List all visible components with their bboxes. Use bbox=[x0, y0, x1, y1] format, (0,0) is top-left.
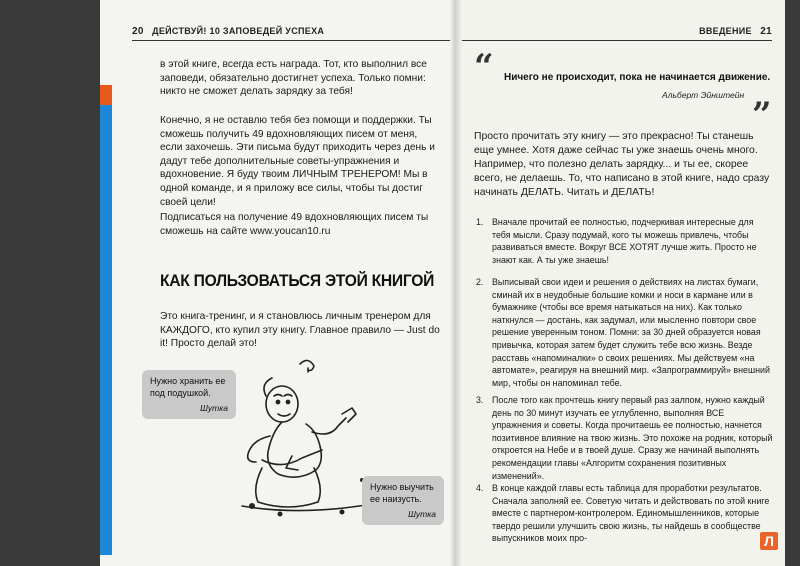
right-header-rule bbox=[462, 40, 772, 41]
list-item-number: 1. bbox=[476, 217, 484, 227]
list-item bbox=[476, 394, 774, 481]
right-running-title: ВВЕДЕНИЕ bbox=[699, 26, 752, 36]
left-page bbox=[112, 18, 450, 566]
page-edge-tab bbox=[100, 85, 112, 555]
joke-bubble-2-signature: Шутка bbox=[408, 509, 436, 519]
left-paragraph-1: в этой книге, всегда есть награда. Тот, кто выполнил все заповеди, обязательно достигнет успеха. Только помни: никто не сможет делать зарядку за тебя! bbox=[160, 59, 427, 98]
list-item-number: 2. bbox=[476, 277, 484, 287]
closing-quote-mark: ” bbox=[752, 95, 772, 135]
joke-bubble-2 bbox=[362, 476, 444, 525]
left-paragraph-2: Конечно, я не оставлю тебя без помощи и поддержки. Ты сможешь получить 49 вдохновляющих писем от меня, если захочешь. Эти письма будут приходить через день и дадут тебе дополнительные советы-упражнения и вдохновение. Я буду твоим ЛИЧНЫМ ТРЕНЕРОМ! Мы в одной команде, и я приложу все силы, чтобы ты достиг своей цели! bbox=[160, 115, 435, 208]
left-running-head bbox=[132, 26, 324, 37]
left-page-number: 20 bbox=[132, 26, 144, 37]
right-running-head bbox=[699, 26, 772, 37]
opening-quote-mark: “ bbox=[474, 47, 494, 87]
section-heading: КАК ПОЛЬЗОВАТЬСЯ ЭТОЙ КНИГОЙ bbox=[160, 271, 435, 290]
list-item-number: 3. bbox=[476, 395, 484, 405]
list-item-text: Выписывай свои идеи и решения о действиях на листах бумаги, сминай их в неудобные большие комки и носи в кармане или в бумажнике (чтобы все время натыкаться на них). Как только наткнулся — достань, как задумал, или мысленно повтори свое решение уверенным тоном. Помни: за 30 дней образуется новая привычка, которая затем будет служить тебе всю жизнь. Везде расставь «напоминалки» о своих решениях. Мы действуем «на автомате», реагируя на внешний мир. «Запрограммируй» внешний мир, чтобы он напоминал тебе. bbox=[492, 277, 770, 388]
joke-bubble-1-signature: Шутка bbox=[200, 403, 228, 413]
left-paragraph-3: Подписаться на получение 49 вдохновляющих писем ты сможешь на сайте www.youcan10.ru bbox=[160, 212, 429, 237]
list-item bbox=[476, 216, 774, 266]
publisher-logo-icon: Л bbox=[760, 532, 778, 550]
list-item bbox=[476, 276, 774, 386]
joke-bubble-1-text: Нужно хранить ее под подушкой. bbox=[150, 376, 226, 398]
list-item-text: Вначале прочитай ее полностью, подчеркивая интересные для тебя мысли. Сразу подумай, кого ты можешь привлечь, чтобы развиваться вместе. Вокруг ВСЕ ХОТЯТ лучше жить. Просто не знают как. А ты уже знаешь! bbox=[492, 217, 757, 265]
list-item-text: После того как прочтешь книгу первый раз залпом, нужно каждый день по 30 минут изучать ее углубленно, выполняя ВСЕ упражнения и советы. Когда прочитаешь ее полностью, начнется позитивное влияние на твою жизнь. Это похоже на родник, который откроется на Небе и в твоей душе. Сразу же начинай выполнять рекомендации главы «Алгоритм сохранения позитивных изменений». bbox=[492, 395, 773, 481]
list-item-number: 4. bbox=[476, 483, 484, 493]
right-page-number: 21 bbox=[760, 26, 772, 37]
epigraph-quote: Ничего не происходит, пока не начинается движение. bbox=[504, 72, 771, 83]
lead-paragraph: Просто прочитать эту книгу — это прекрасно! Ты станешь еще умнее. Хотя даже сейчас ты уже знаешь очень много. Например, что полезно делать зарядку... и ты ее, скорее всего, не делаешь. То, что написано в этой книге, надо сразу начинать ДЕЛАТЬ. Читать и ДЕЛАТЬ! bbox=[474, 131, 770, 198]
right-page bbox=[462, 18, 782, 566]
joke-bubble-2-text: Нужно выучить ее наизусть. bbox=[370, 482, 434, 504]
left-header-rule bbox=[132, 40, 450, 41]
list-item bbox=[476, 482, 774, 548]
epigraph-author: Альберт Эйнштейн bbox=[662, 90, 745, 100]
intro-paragraph: Это книга-тренинг, и я становлюсь личным тренером для КАЖДОГО, кто купил эту книгу. Главное правило — Just do it! Просто делай это! bbox=[160, 311, 440, 350]
list-item-text: В конце каждой главы есть таблица для проработки результатов. Сначала заполняй ее. Советую читать и действовать по этой книге вместе с партнером-контролером. Единомышленников, которые твердо решили улучшить свою жизнь, ты найдешь в сообществе выпускников моих про- bbox=[492, 483, 770, 544]
left-running-title: ДЕЙСТВУЙ! 10 ЗАПОВЕДЕЙ УСПЕХА bbox=[152, 26, 325, 36]
